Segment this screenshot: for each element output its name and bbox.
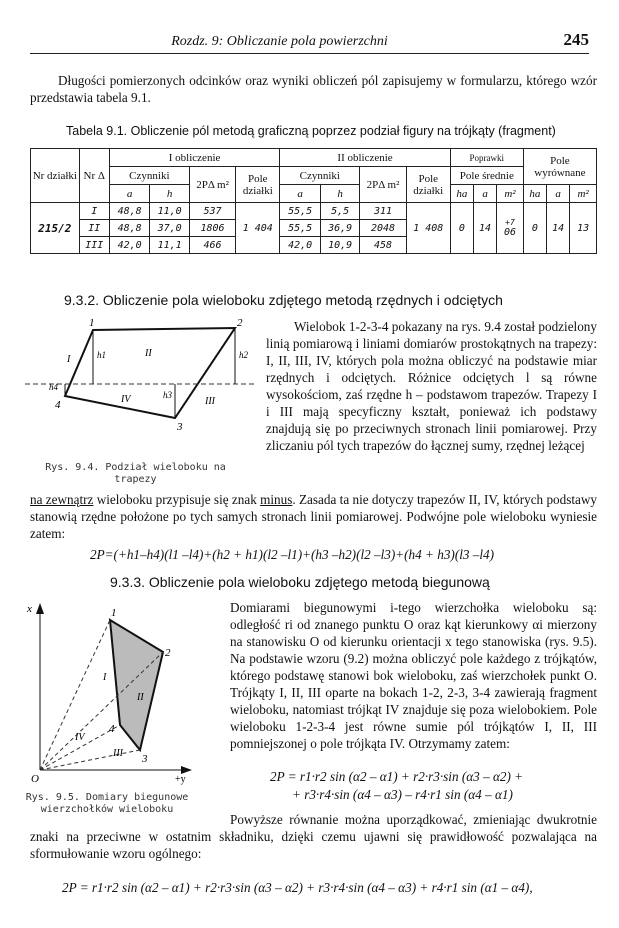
table-cell: 42,0: [109, 237, 150, 254]
table-cell: 2048: [360, 220, 406, 237]
section-933-text2: Powyższe równanie można uporządkować, zmieniając dwukrotnie znaki na przeciwne w ostatnim składniku, dzięki czemu ujawni się prawidłowość pozwalająca na sformułowanie wzoru ogólnego:: [30, 812, 597, 861]
table-cell: II: [79, 220, 109, 237]
figure-9-5: [25, 600, 205, 785]
formula-933-final: 2P = r1·r2 sin (α2 – α1) + r2·r3·sin (α3 – α2) + r3·r4·sin (α4 – α3) + r4·r1 sin (α1 – α4),: [62, 880, 533, 895]
table-cell: 36,9: [320, 220, 359, 237]
header-m2-sr: m²: [497, 185, 524, 203]
trapezoid-label: IV: [121, 394, 131, 405]
header-pole-srednie: Pole średnie: [450, 167, 523, 185]
header-czynniki-2: Czynniki: [280, 167, 360, 185]
formula-933-line1: 2P = r1·r2 sin (α2 – α1) + r2·r3·sin (α3 – α2) +: [270, 769, 524, 784]
ordinate-label: h3: [163, 390, 172, 400]
figure-9-4-caption: Rys. 9.4. Podział wieloboku na trapezy: [45, 462, 226, 485]
table-cell: 311: [360, 203, 406, 220]
table-cell: 48,8: [109, 203, 150, 220]
y-axis-arrow-icon: [181, 766, 192, 774]
header-pole-dzialki-2: Pole działki: [406, 167, 450, 203]
avg-m2: 06: [503, 227, 517, 238]
underlined-term: minus: [260, 492, 293, 507]
table-cell: 537: [189, 203, 235, 220]
vertex-label: 2: [237, 318, 243, 329]
trapezoid-label: II: [145, 348, 152, 359]
parcel-number: 215/2: [31, 203, 80, 254]
radius-r1: [40, 620, 110, 770]
table-cell: III: [79, 237, 109, 254]
table-cell: 55,5: [280, 220, 321, 237]
calculation-table: [30, 148, 597, 254]
adj-ha: 0: [523, 203, 546, 254]
page-header: [30, 30, 589, 52]
figure-9-4: [25, 318, 260, 446]
triangle-label: III: [113, 748, 123, 759]
vertex-label: 3: [177, 421, 183, 433]
avg-m2-cell: [497, 203, 524, 254]
table-cell: 458: [360, 237, 406, 254]
table-cell: 466: [189, 237, 235, 254]
header-nr-dzialki: Nr działki: [31, 149, 80, 203]
header-m2-wyr: m²: [570, 185, 597, 203]
table-cell: 37,0: [150, 220, 189, 237]
formula-933-line2: + r3·r4·sin (α4 – α3) – r4·r1 sin (α4 – α1): [292, 787, 513, 802]
formula-932: 2P=(+h1–h4)(l1 –l4)+(h2 + h1)(l2 –l1)+(h3 –h2)(l2 –l3)+(h4 + h3)(l3 –l4): [90, 547, 495, 562]
text-fragment: wieloboku przypisuje się znak: [96, 492, 257, 507]
underlined-term: na zewnątrz: [30, 492, 94, 507]
table-cell: 42,0: [280, 237, 321, 254]
adj-m2: 13: [570, 203, 597, 254]
pole-dzialki-2-value: 1 408: [406, 203, 450, 254]
vertex-label: 2: [165, 647, 171, 659]
vertex-label: 3: [142, 753, 148, 765]
polygon-outline: [110, 620, 163, 750]
header-pole-wyrownane: Pole wyrównane: [523, 149, 596, 185]
section-932-text-wrap: Wielobok 1-2-3-4 pokazany na rys. 9.4 został podzielony linią pomiarową i liniami domiarów prostokątnych na trapezy: I, II, III, IV, których pola można obliczyć na podstawie miar rzędnych i odciętych. Różnice odciętych l są równe wysokościom, zaś rzędne h – podstawom trapezów. Trapezy I i III mają specyficzny kształt, ponieważ ich podstawy znajdują się po przeciwnych stronach linii pomiarowej. Przy zliczaniu pól tych trapezów do łącznej sumy, rzędnej leżącej: [266, 319, 597, 453]
vertex-label: 4: [109, 723, 115, 735]
table-cell: 11,0: [150, 203, 189, 220]
header-2p-2: 2PΔ m²: [360, 167, 406, 203]
header-poprawki: Poprawki: [450, 149, 523, 167]
figure-9-5-caption: Rys. 9.5. Domiary biegunowe wierzchołków wieloboku: [25, 792, 189, 815]
page-number: 245: [563, 30, 589, 49]
section-932-title: 9.3.2. Obliczenie pola wieloboku zdjętego metodą rzędnych i odciętych: [64, 292, 503, 308]
axis-label: +y: [175, 774, 186, 785]
header-rule: [30, 53, 589, 54]
header-nr-delta: Nr Δ: [79, 149, 109, 203]
vertex-label: 1: [89, 318, 95, 329]
header-ar-wyr: a: [547, 185, 570, 203]
adj-a: 14: [547, 203, 570, 254]
text-fragment: . Zasada ta nie dotyczy trapezów II, IV, których podstawy stanowią rzędne położone po tych samych stronach linii pomiarowej. Podwójne pole wieloboku wyniesie zatem:: [30, 492, 598, 541]
ordinate-label: h2: [239, 350, 248, 360]
correction-value: +7: [505, 218, 515, 227]
table-cell: 55,5: [280, 203, 321, 220]
table-cell: 5,5: [320, 203, 359, 220]
header-h-2: h: [320, 185, 359, 203]
triangle-label: II: [137, 692, 144, 703]
section-932-text-end: [30, 491, 597, 542]
axis-label: x: [27, 603, 32, 615]
radius-r3: [40, 750, 140, 770]
table-cell: 11,1: [150, 237, 189, 254]
section-933-text: Domiarami biegunowymi i-tego wierzchołka wieloboku są: odległość ri od znanego punktu O oraz kąt kierunkowy αi mierzony na stanowisku O od kierunku orientacji x tego stanowiska (rys. 9.5). Na podstawie wzoru (9.2) można obliczyć pole każdego z trójkątów, którego podstawę stanowi bok wieloboku, zaś wierzchołek punkt O. Trójkąty I, II, III oparte na bokach 1-2, 2-3, 3-4 zawierają fragment wieloboku, natomiast trójkąt IV znajduje się poza wielobokiem. Pole wieloboku 1-2-3-4 jest równe sumie pól trójkątów I, II, III pomniejszonej o pole trójkąta IV. Otrzymamy zatem:: [230, 600, 597, 751]
header-2p-1: 2PΔ m²: [189, 167, 235, 203]
table-cell: 48,8: [109, 220, 150, 237]
trapezoid-label: III: [205, 396, 215, 407]
header-a-2: a: [280, 185, 321, 203]
table-cell: 1806: [189, 220, 235, 237]
header-ar-sr: a: [473, 185, 496, 203]
pole-dzialki-1-value: 1 404: [236, 203, 280, 254]
header-ha-sr: ha: [450, 185, 473, 203]
x-axis-arrow-icon: [36, 603, 44, 614]
header-h-1: h: [150, 185, 189, 203]
trapezoid-label: I: [67, 354, 71, 365]
header-a-1: a: [109, 185, 150, 203]
table-cell: 10,9: [320, 237, 359, 254]
triangle-label: I: [103, 672, 107, 683]
table-caption: Tabela 9.1. Obliczenie pól metodą graficzną poprzez podział figury na trójkąty (fragment): [66, 124, 556, 138]
table-cell: I: [79, 203, 109, 220]
running-title: Rozdz. 9: Obliczanie pola powierzchni: [171, 34, 388, 49]
header-czynniki-1: Czynniki: [109, 167, 189, 185]
intro-paragraph: Długości pomierzonych odcinków oraz wyniki obliczeń pól zapisujemy w formularzu, którego wzór przedstawia tabela 9.1.: [30, 73, 597, 105]
header-calc2: II obliczenie: [280, 149, 450, 167]
vertex-label: 1: [111, 607, 117, 619]
axis-label: O: [31, 773, 39, 785]
header-ha-wyr: ha: [523, 185, 546, 203]
vertex-label: 4: [55, 399, 61, 411]
section-933-title: 9.3.3. Obliczenie pola wieloboku zdjętego metodą biegunową: [110, 574, 490, 590]
triangle-label: IV: [75, 732, 85, 743]
ordinate-label: h1: [97, 350, 106, 360]
ordinate-label: h4: [49, 382, 58, 392]
header-pole-dzialki-1: Pole działki: [236, 167, 280, 203]
avg-ha: 0: [450, 203, 473, 254]
header-calc1: I obliczenie: [109, 149, 279, 167]
avg-a: 14: [473, 203, 496, 254]
